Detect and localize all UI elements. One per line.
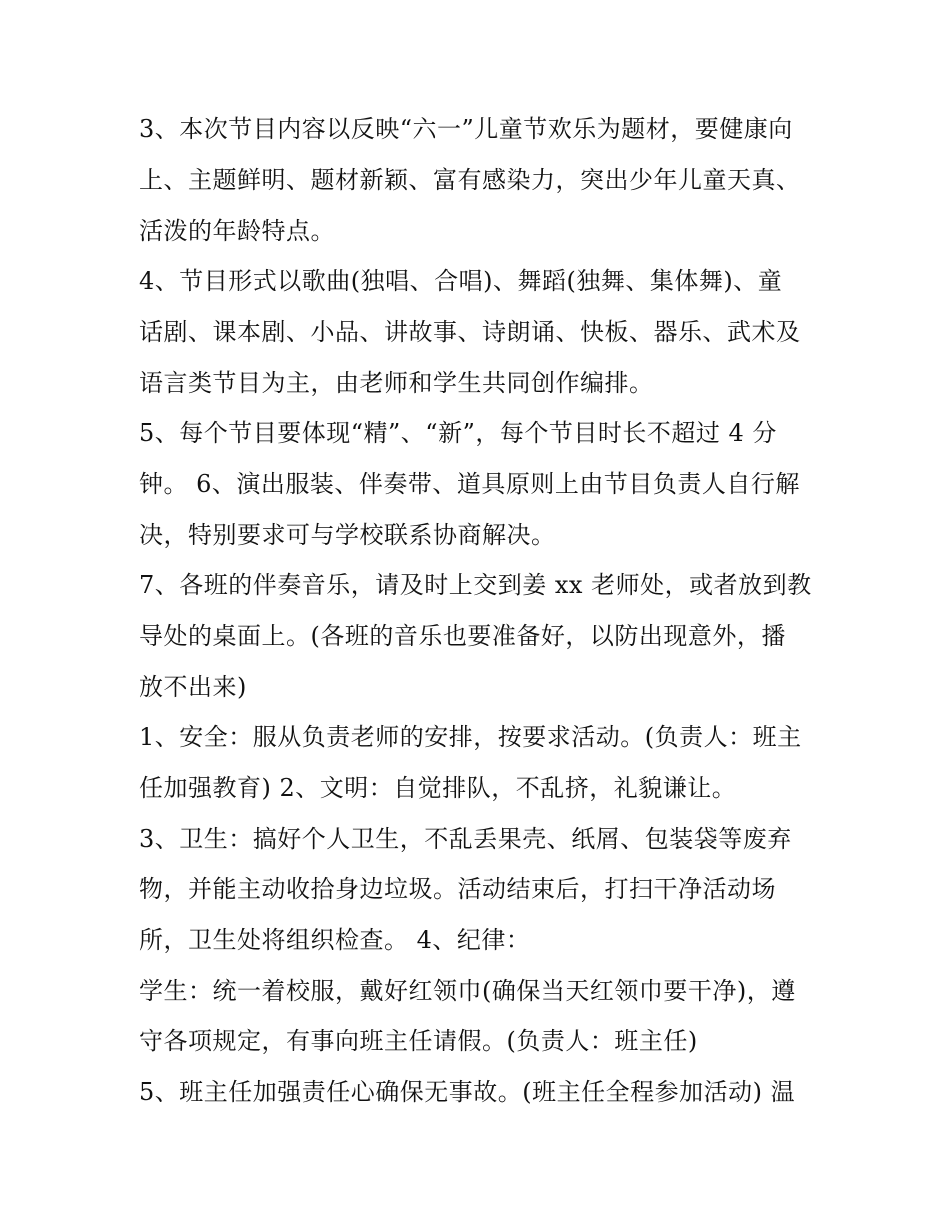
text-line: 3、本次节目内容以反映“六一”儿童节欢乐为题材，要健康向 [139, 115, 793, 143]
text-line: 钟。 6、演出服装、伴奏带、道具原则上由节目负责人自行解 [139, 470, 800, 498]
text-line: 5、班主任加强责任心确保无事故。(班主任全程参加活动) 温 [139, 1078, 796, 1106]
text-line: 任加强教育) 2、文明：自觉排队，不乱挤，礼貌谦让。 [139, 774, 737, 802]
text-line: 放不出来) [139, 673, 247, 701]
text-line: 5、每个节目要体现“精”、“新”，每个节目时长不超过 4 分 [139, 419, 777, 447]
text-line: 守各项规定，有事向班主任请假。(负责人：班主任) [139, 1027, 698, 1055]
text-line: 导处的桌面上。(各班的音乐也要准备好，以防出现意外，播 [139, 622, 786, 650]
text-line: 1、安全：服从负责老师的安排，按要求活动。(负责人：班主 [139, 723, 802, 751]
text-line: 上、主题鲜明、题材新颖、富有感染力，突出少年儿童天真、 [139, 166, 801, 194]
text-line: 学生：统一着校服，戴好红领巾(确保当天红领巾要干净)，遵 [139, 977, 796, 1005]
text-line: 物，并能主动收拾身边垃圾。活动结束后，打扫干净活动场 [139, 875, 776, 903]
text-line: 7、各班的伴奏音乐，请及时上交到姜 xx 老师处，或者放到教 [139, 571, 812, 599]
text-line: 决，特别要求可与学校联系协商解决。 [139, 521, 556, 549]
text-line: 3、卫生：搞好个人卫生，不乱丢果壳、纸屑、包装袋等废弃 [139, 825, 792, 853]
text-line: 活泼的年龄特点。 [139, 217, 335, 245]
text-line: 所，卫生处将组织检查。 4、纪律： [139, 926, 531, 954]
text-line: 话剧、课本剧、小品、讲故事、诗朗诵、快板、器乐、武术及 [139, 318, 801, 346]
text-line: 语言类节目为主，由老师和学生共同创作编排。 [139, 369, 654, 397]
text-line: 4、节目形式以歌曲(独唱、合唱)、舞蹈(独舞、集体舞)、童 [139, 267, 783, 295]
